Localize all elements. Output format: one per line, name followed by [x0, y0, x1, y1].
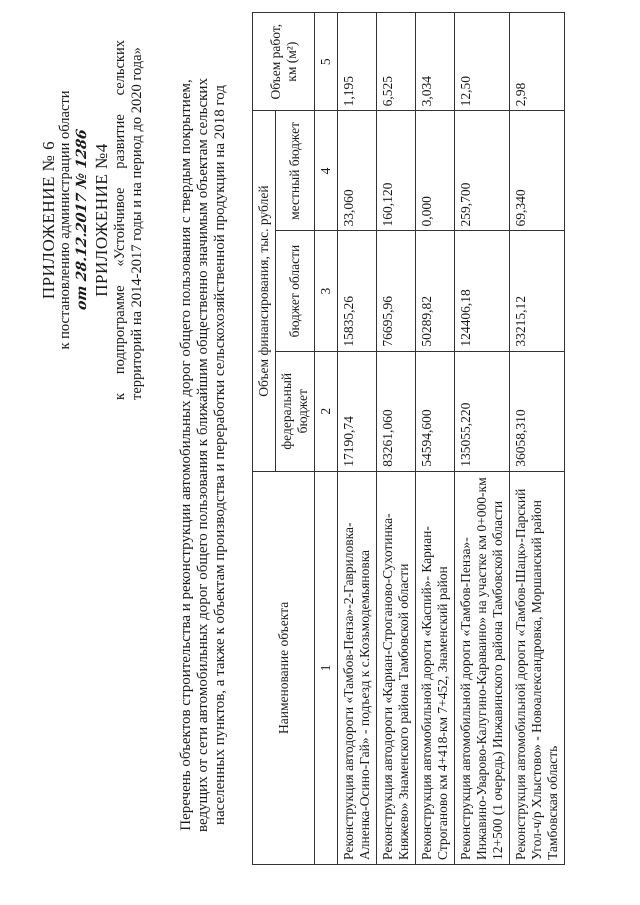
- object-name: Реконструкция автодороги «Кариан-Строганово-Сухотинка-Княжево» Знаменского района Тамбовской области: [377, 471, 416, 864]
- volume-value: 3,034: [416, 13, 455, 111]
- local-value: 259,700: [455, 111, 510, 231]
- col-number: 2: [315, 351, 338, 471]
- document-heading: Перечень объектов строительства и реконструкции автомобильных дорог общего пользования с твердым покрытием, ведущих от сети автомобильных дорог общего пользования к ближайшим общественно значимым объектам сельских населенных пунктов, а также к объектам производства и переработки сельскохозяйственной продукции на 2018 год: [178, 78, 228, 832]
- regional-value: 50289,82: [416, 231, 455, 351]
- table-row: [510, 13, 565, 865]
- object-name: Реконструкция автомобильной дороги «Тамбов-Шацк»-Парский Угол-ч/р Хлыстово» - Новоалександровка, Моршанский район Тамбовская область: [510, 471, 565, 864]
- table-row: [455, 13, 510, 865]
- volume-value: 12,50: [455, 13, 510, 111]
- appendix-title: ПРИЛОЖЕНИЕ № 6: [39, 140, 58, 300]
- volume-value: 2,98: [510, 13, 565, 111]
- volume-value: 6,525: [377, 13, 416, 111]
- handwritten-date-number: [74, 40, 91, 400]
- table-row: [416, 13, 455, 865]
- object-name: Реконструкция автомобильной дороги «Тамбов-Пенза»-Инжавино-Уварово-Калугино-Караваино» на участке км 0+000-км 12+500 (1 очередь) Инжавинского района Тамбовской области: [455, 471, 510, 864]
- local-value: 69,340: [510, 111, 565, 231]
- local-value: 33,060: [338, 111, 377, 231]
- col-regional-header: бюджет области: [276, 231, 315, 351]
- subprogram-text: к подпрограмме «Устойчивое развитие сельских территорий на 2014-2017 годы и на период до 2020 года»: [112, 40, 145, 400]
- federal-value: 36058,310: [510, 351, 565, 471]
- appendix-line: к постановлению администрации области: [57, 90, 73, 350]
- appendix-block: [40, 40, 146, 400]
- regional-value: 33215,12: [510, 231, 565, 351]
- local-value: 160,120: [377, 111, 416, 231]
- volume-value: 1,195: [338, 13, 377, 111]
- appendix-title-2: ПРИЛОЖЕНИЕ №4: [92, 143, 111, 297]
- table-row: [377, 13, 416, 865]
- col-number: 5: [315, 13, 338, 111]
- regional-value: 15835,26: [338, 231, 377, 351]
- col-number: 4: [315, 111, 338, 231]
- col-finance-header: Объем финансирования, тыс. рублей: [253, 111, 276, 471]
- federal-value: 135055,220: [455, 351, 510, 471]
- col-number: 1: [315, 471, 338, 864]
- col-federal-header: федеральный бюджет: [276, 351, 315, 471]
- objects-table: [252, 12, 565, 865]
- col-name-header: Наименование объекта: [253, 471, 315, 864]
- federal-value: 54594,600: [416, 351, 455, 471]
- signature-date: от 28.12.2017 № 1286: [74, 128, 90, 312]
- regional-value: 76695,96: [377, 231, 416, 351]
- object-name: Реконструкция автодороги «Тамбов-Пенза»-2-Гавриловка-Алненка-Осино-Гай» - подъезд к с.Козьмодемьяновка: [338, 471, 377, 864]
- col-number: 3: [315, 231, 338, 351]
- object-name: Реконструкция автомобильной дороги «Каспий»- Кариан-Строганово км 4+418-км 7+452, Знаменский район: [416, 471, 455, 864]
- col-local-header: местный бюджет: [276, 111, 315, 231]
- table-row: [338, 13, 377, 865]
- col-volume-header: Объем работ, км (м²): [253, 13, 315, 111]
- federal-value: 83261,060: [377, 351, 416, 471]
- regional-value: 124406,18: [455, 231, 510, 351]
- numbering-row: [315, 13, 338, 865]
- local-value: 0,000: [416, 111, 455, 231]
- header-row: [253, 13, 276, 865]
- federal-value: 17190,74: [338, 351, 377, 471]
